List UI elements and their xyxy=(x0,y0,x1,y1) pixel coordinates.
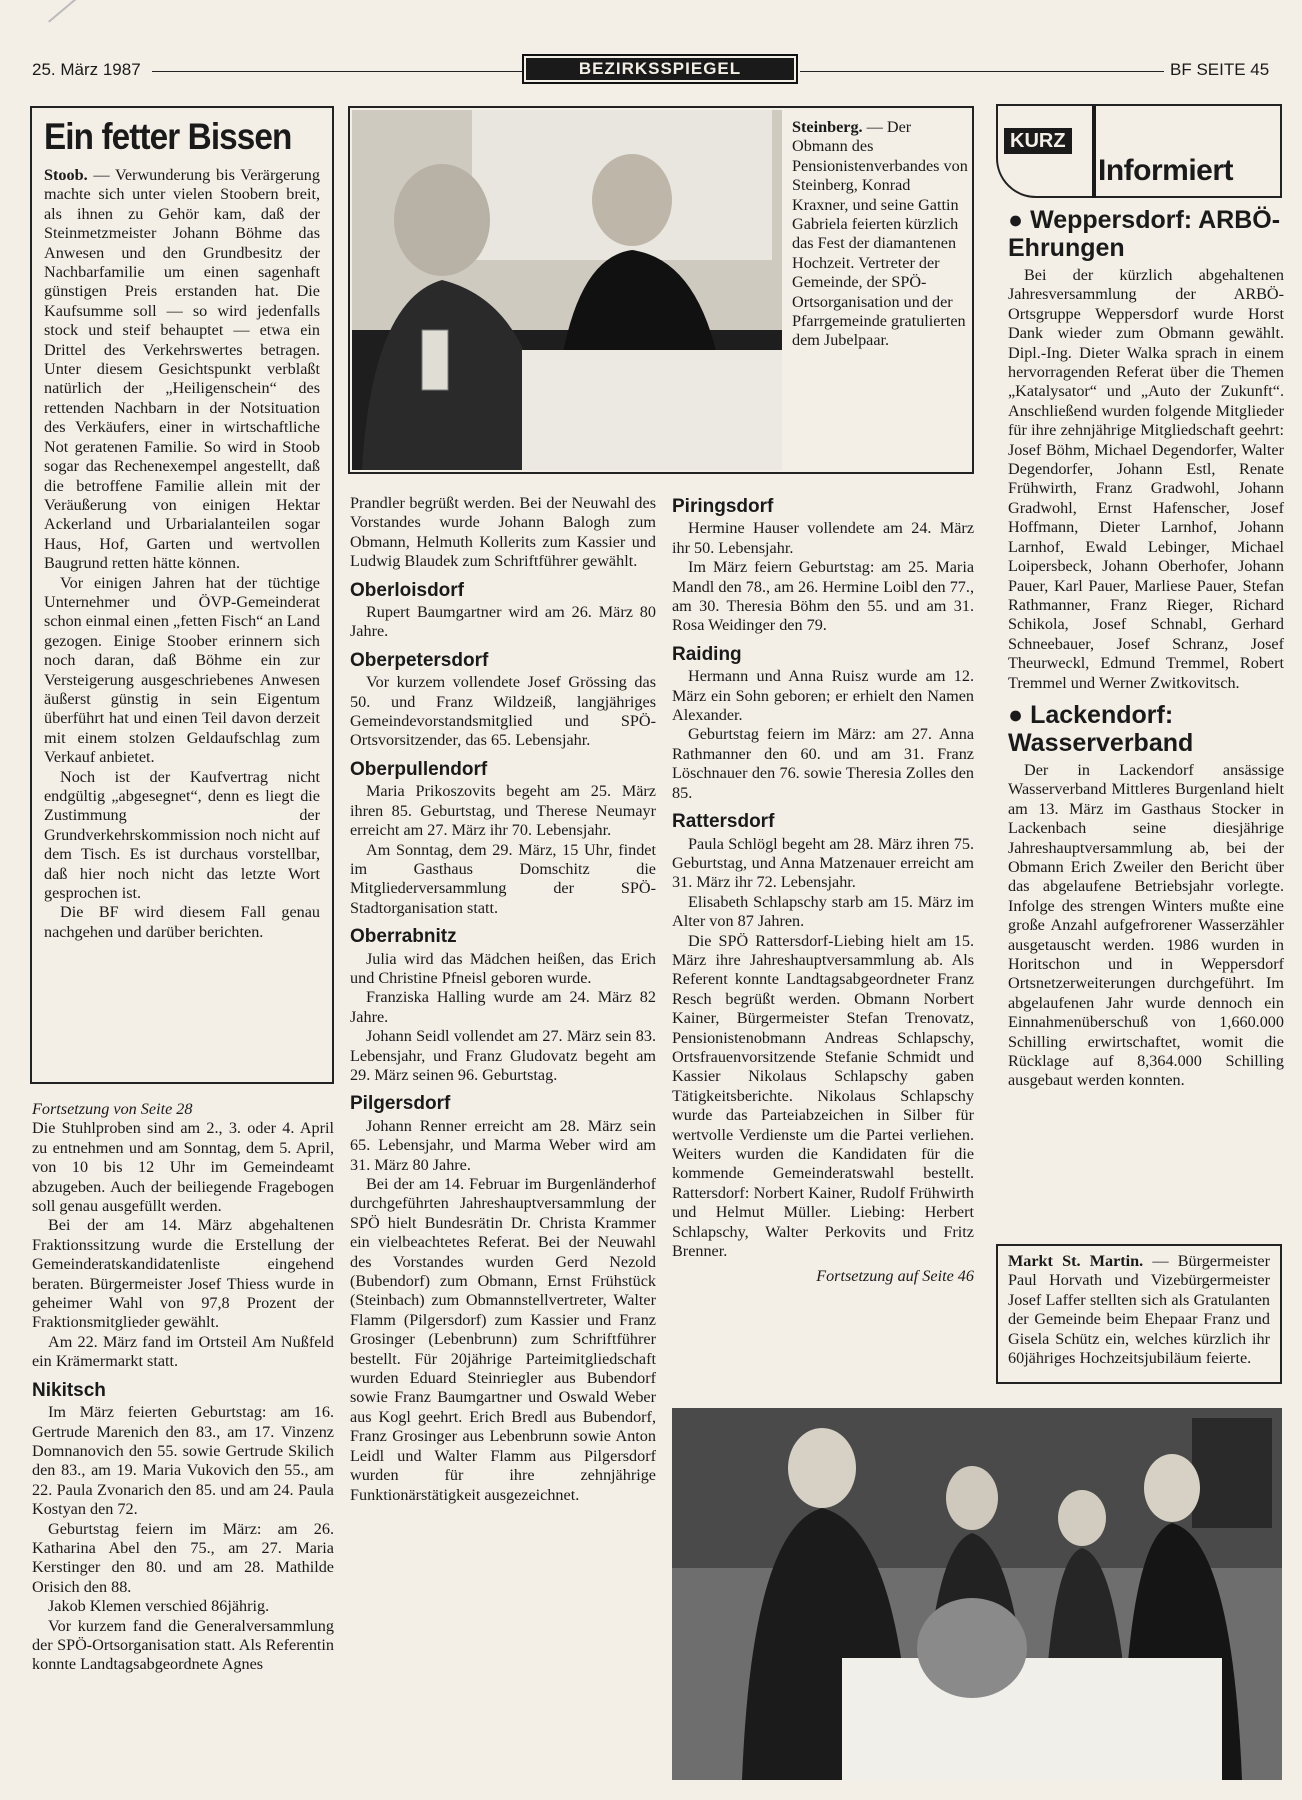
raiding-p2: Geburtstag feiern im März: am 27. Anna Rathmanner den 60. und am 31. Franz Löschnauer den 76. sowie Theresia Zolles den 85. xyxy=(672,725,974,802)
lackendorf-p1: Der in Lackendorf ansässige Wasserverband Mittleres Burgenland hielt am 13. März im Gasthaus Stocker in Lackenbach seine diesjährige Jahreshauptversammlung ab, bei der Obmann Erich Zweiler den Bericht über das abgelaufene Betriebsjahr vorlegte. Infolge des strengen Winters mußte eine große Anzahl aufgefrorener Wasserzähler ausgetauscht werden. 1986 wurden in Horitschon und in Weppersdorf Ortsnetzerweiterungen durchgeführt. Im abgelaufenen Jahr wurde dennoch ein Einnahmenüberschuß von 1,660.000 Schilling erwirtschaftet, womit die Rücklage auf 8,364.000 Schilling ausgebaut werden konnten. xyxy=(1008,760,1284,1090)
section-title: BEZIRKSSPIEGEL xyxy=(526,58,794,80)
fetter-p3: Noch ist der Kaufvertrag nicht endgültig „abgesegnet“, denn es liegt die Zustimmung der Grundverkehrskommission noch nicht auf dem Tisch. Es ist durchaus vorstellbar, daß hier noch nicht das letzte Wort gesprochen ist. xyxy=(44,767,320,903)
rattersdorf-p1: Paula Schlögl begeht am 28. März ihren 75. Geburtstag, und Anna Matzenauer erreicht am 31. März ihr 72. Lebensjahr. xyxy=(672,834,974,892)
kurz-informiert-header xyxy=(996,104,1282,198)
nikitsch-p1: Im März feierten Geburtstag: am 16. Gertrude Marenich den 83., am 17. Vinzenz Domnanovich den 55. sowie Gertrude Skilich den 83., am 19. Maria Vukovich den 55., am 22. Paula Zvonarich den 85. und am 24. Paula Kostyan den 72. xyxy=(32,1403,334,1519)
raiding-p1: Hermann und Anna Ruisz wurde am 12. März ein Sohn geboren; er erhielt den Namen Alexander. xyxy=(672,667,974,725)
heading-oberloisdorf: Oberloisdorf xyxy=(350,579,465,601)
heading-piringsdorf: Piringsdorf xyxy=(672,496,774,517)
piringsdorf-p2: Im März feiern Geburtstag: am 25. Maria Mandl den 78., am 26. Hermine Loibl den 77., am 30. Theresia Böhm den 55. und am 31. Rosa Weidinger den 79. xyxy=(672,558,974,635)
column-1-continuation xyxy=(32,1100,334,1675)
steinberg-lead: Steinberg. xyxy=(792,118,863,136)
pilgersdorf-p2: Bei der am 14. Februar im Burgenländerhof durchgeführten Jahreshauptversammlung der SPÖ hielt Bundesrätin Dr. Christa Krammer ein vielbeachtetes Referat. Bei der Neuwahl des Vorstandes wurden Gerd Nezold (Bubendorf) zum Obmann, Ernst Frühstück (Steinbach) zum Obmannstellvertreter, Walter Flamm (Pilgersdorf) zum Kassier und Franz Grosinger (Lebenbrunn) zum Schriftführer bestellt. Für 20jährige Parteimitgliedschaft wurden Eduard Steinriegler aus Bubendorf sowie Franz Baumgartner und Oswald Weber aus Kogl geehrt. Erich Bredl aus Bubendorf, Franz Grosinger aus Lebenbrunn sowie Anton Leidl und Walter Flamm aus Pilgersdorf wurden für ihre zehnjährige Funktionärstätigkeit ausgezeichnet. xyxy=(350,1175,656,1504)
markt-lead: Markt St. Martin. xyxy=(1008,1252,1144,1270)
kurz-column xyxy=(1008,206,1284,1091)
heading-pilgersdorf: Pilgersdorf xyxy=(350,1093,451,1115)
bullet-icon: ● xyxy=(1008,206,1024,234)
fortsetzung-auf: Fortsetzung auf Seite 46 xyxy=(816,1267,974,1286)
rattersdorf-p3: Die SPÖ Rattersdorf-Liebing hielt am 15. März ihre Jahreshauptversammlung ab. Als Referent konnte Landtagsabgeordneter Franz Resch begrüßt werden. Obmann Norbert Kainer, Bürgermeister Stefan Trenovatz, Pensionistenobmann Andreas Schlapschy, Ortsfrauenvorsitzende Stefanie Schmidt und Kassier Nikolaus Schlapschy gaben Tätigkeitsberichte. Nikolaus Schlapschy wurde das Parteiabzeichen in Silber für wertvolle Verdienste um die Partei verliehen. Weiters wurden die Kandidaten für die kommende Gemeinderatswahl bestellt. Rattersdorf: Norbert Kainer, Rudolf Frühwirth und Helmut Müller. Liebing: Herbert Schlapschy, Walter Perkovits und Fritz Brenner. xyxy=(672,931,974,1261)
heading-rattersdorf: Rattersdorf xyxy=(672,811,775,833)
fetter-p1: — Verwunderung bis Verärgerung machte sich unter vielen Stoobern breit, als ihnen zu Gehör kam, daß der Steinmetzmeister Johann Böhme das Anwesen und den Grundbesitz der Nachbarfamilie um einen sagenhaft günstigen Preis erstanden hat. Die Kaufsumme soll — so wird jedenfalls stock und steif behauptet — etwa ein Drittel des Verkehrswertes betragen. Unter diesem Gesichtspunkt verblaßt natürlich der „Heiligenschein“ des rettenden Nachbarn in der Notsituation des Verkäufers, einer in wirtschaftliche Not geratenen Familie. So wird in Stoob sogar das Rechenexempel angestellt, daß die betroffene Familie allein mit der Veräußerung von einigen Hektar Ackerland und Urbarialanteilen sogar Haus, Hof, Garten und wertvollen Baugrund retten hätte können. xyxy=(44,166,320,573)
kurz-word: Informiert xyxy=(1098,154,1234,187)
piringsdorf-p1: Hermine Hauser vollendete am 24. März ihr 50. Lebensjahr. xyxy=(672,519,974,557)
nikitsch-p3: Jakob Klemen verschied 86jährig. xyxy=(48,1597,270,1616)
heading-raiding: Raiding xyxy=(672,643,742,665)
oberrabnitz-p3: Johann Seidl vollendet am 27. März sein 83. Lebensjahr, und Franz Gludovatz begeht am 29. März seinen 96. Geburtstag. xyxy=(350,1027,656,1084)
heading-oberpullendorf: Oberpullendorf xyxy=(350,758,488,780)
bullet-icon: ● xyxy=(1008,700,1024,729)
oberloisdorf-p1: Rupert Baumgartner wird am 26. März 80 Jahre. xyxy=(350,603,656,641)
markt-box xyxy=(996,1244,1282,1384)
heading-lackendorf xyxy=(1008,701,1284,757)
weppersdorf-p1: Bei der kürzlich abgehaltenen Jahresversammlung der ARBÖ-Ortsgruppe Weppersdorf wurde Horst Dank wieder zum Obmann gewählt. Dipl.-Ing. Dieter Walka sprach in einem hervorragenden Referat über die Themen „Katalysator“ und „Auto der Zukunft“. Anschließend wurden folgende Mitglieder für ihre zehnjährige Mitgliedschaft geehrt: Josef Böhm, Michael Degendorfer, Walter Degendorfer, Johann Estl, Renate Frühwirth, Franz Gradwohl, Johann Gradwohl, Ernst Hafenscher, Josef Hoffmann, Dieter Larnhof, Johann Larnhof, Ewald Lebinger, Michael Loipersbeck, Johann Oberhofer, Johann Pauer, Karl Pauer, Marliese Pauer, Stefan Rathmanner, Franz Rieger, Richard Schikola, Josef Schnabl, Gerhard Schneebauer, Josef Schranz, Josef Theurweckl, Edmund Tremmel, Robert Tremmel und Werner Zwitkovitsch. xyxy=(1008,266,1284,692)
nikitsch-p4: Vor kurzem fand die Generalversammlung der SPÖ-Ortsorganisation statt. Als Referentin konnte Landtagsabgeordnete Agnes xyxy=(32,1616,334,1674)
lackendorf-head-text: Lackendorf: Wasserverband xyxy=(1008,700,1194,757)
pilgersdorf-p1: Johann Renner erreicht am 28. März sein 65. Lebensjahr, und Marma Weber wird am 31. März 80 Jahre. xyxy=(350,1116,656,1174)
heading-nikitsch: Nikitsch xyxy=(32,1379,106,1401)
section-banner xyxy=(522,54,798,84)
heading-oberpetersdorf: Oberpetersdorf xyxy=(350,649,489,671)
header-page: BF SEITE 45 xyxy=(1170,60,1270,79)
col1-p2: Bei der am 14. März abgehaltenen Fraktionssitzung wurde die Erstellung der Gemeinderatskandidatenliste eingehend beraten. Bürgermeister Josef Thiess wurde in geheimer Wahl von 97,8 Prozent der Fraktionsmitglieder gewählt. xyxy=(32,1216,334,1332)
kurz-divider xyxy=(1092,106,1096,198)
kurz-tag: KURZ xyxy=(1004,128,1072,154)
column-3 xyxy=(672,488,974,1287)
oberrabnitz-p2: Franziska Halling wurde am 24. März 82 Jahre. xyxy=(350,988,656,1026)
oberrabnitz-p1: Julia wird das Mädchen heißen, das Erich und Christine Pfneisl geboren wurde. xyxy=(350,949,656,987)
fetter-p4: Die BF wird diesem Fall genau nachgehen und darüber berichten. xyxy=(44,903,320,941)
markt-caption xyxy=(1008,1252,1270,1368)
oberpetersdorf-p1: Vor kurzem vollendete Josef Grössing das 50. und Franz Wildzeiß, langjähriges Gemeindevorstandsmitglied und SPÖ-Ortsvorsitzender, das 65. Lebensjahr. xyxy=(350,673,656,750)
steinberg-text: — Der Obmann des Pensionistenverbandes von Steinberg, Konrad Kraxner, und seine Gattin Gabriela feierten kürzlich das Fest der diamantenen Hochzeit. Vertreter der Gemeinde, der SPÖ-Ortsorganisation und der Pfarrgemeinde gratulierten dem Jubelpaar. xyxy=(792,118,968,350)
steinberg-photo xyxy=(352,110,782,470)
markt-photo xyxy=(672,1408,1282,1780)
header-rule-left xyxy=(152,71,522,72)
steinberg-caption xyxy=(792,118,968,351)
weppersdorf-head-text: Weppersdorf: ARBÖ-Ehrungen xyxy=(1008,206,1281,262)
header-rule-right xyxy=(800,71,1164,72)
fetter-bissen-title: Ein fetter Bissen xyxy=(44,116,292,157)
header-date: 25. März 1987 xyxy=(32,60,141,79)
fortsetzung-von: Fortsetzung von Seite 28 xyxy=(32,1100,193,1118)
markt-photo-svg xyxy=(672,1408,1282,1780)
heading-oberrabnitz: Oberrabnitz xyxy=(350,926,457,948)
scan-mark xyxy=(48,0,80,23)
oberpullendorf-p2: Am Sonntag, dem 29. März, 15 Uhr, findet im Gasthaus Domschitz die Mitgliederversammlung der SPÖ-Stadtorganisation statt. xyxy=(350,840,656,917)
fetter-bissen-box xyxy=(30,106,334,1084)
oberpullendorf-p1: Maria Prikoszovits begeht am 25. März ihren 85. Geburtstag, und Therese Neumayr erreicht am 27. März ihr 70. Lebensjahr. xyxy=(350,782,656,840)
nikitsch-p2: Geburtstag feiern im März: am 26. Katharina Abel den 75., am 27. Maria Kerstinger den 80. und am 28. Mathilde Orisich den 88. xyxy=(32,1519,334,1596)
markt-text: — Bürgermeister Paul Horvath und Vizebürgermeister Josef Laffer stellten sich als Gratulanten der Gemeinde beim Ehepaar Franz und Gisela Schütz ein, welches kürzlich ihr 60jähriges Hochzeitsjubiläum feierte. xyxy=(1008,1252,1271,1368)
col1-p1: Die Stuhlproben sind am 2., 3. oder 4. April zu entnehmen und am Sonntag, dem 5. April, von 10 bis 12 Uhr im Gemeindeamt abzugeben. Auch der beiliegende Fragebogen soll genau ausgefüllt werden. xyxy=(32,1119,334,1216)
rattersdorf-p2: Elisabeth Schlapschy starb am 15. März im Alter von 87 Jahren. xyxy=(672,892,974,931)
steinberg-photo-svg xyxy=(352,110,782,470)
col1-p3: Am 22. März fand im Ortsteil Am Nußfeld ein Krämermarkt statt. xyxy=(32,1332,334,1371)
heading-weppersdorf xyxy=(1008,206,1284,262)
fetter-p2: Vor einigen Jahren hat der tüchtige Unternehmer und ÖVP-Gemeinderat schon einmal einen „fetten Fisch“ an Land gezogen. Einige Stoober erinnern sich noch daran, daß Böhme ein zur Versteigerung ausgeschriebenes Anwesen äußerst günstig in sein Eigentum überführt hat und einen Teil davon derzeit mit einem stolzen Geldaufschlag zum Verkauf anbietet. xyxy=(44,573,320,767)
column-2 xyxy=(350,494,656,1505)
fetter-lead: Stoob. xyxy=(44,166,88,184)
col2-p1: Prandler begrüßt werden. Bei der Neuwahl des Vorstandes wurde Johann Balogh zum Obmann, Helmuth Kollerits zum Kassier und Ludwig Blaudek zum Schriftführer gewählt. xyxy=(350,494,656,571)
fetter-bissen-body xyxy=(44,166,320,942)
